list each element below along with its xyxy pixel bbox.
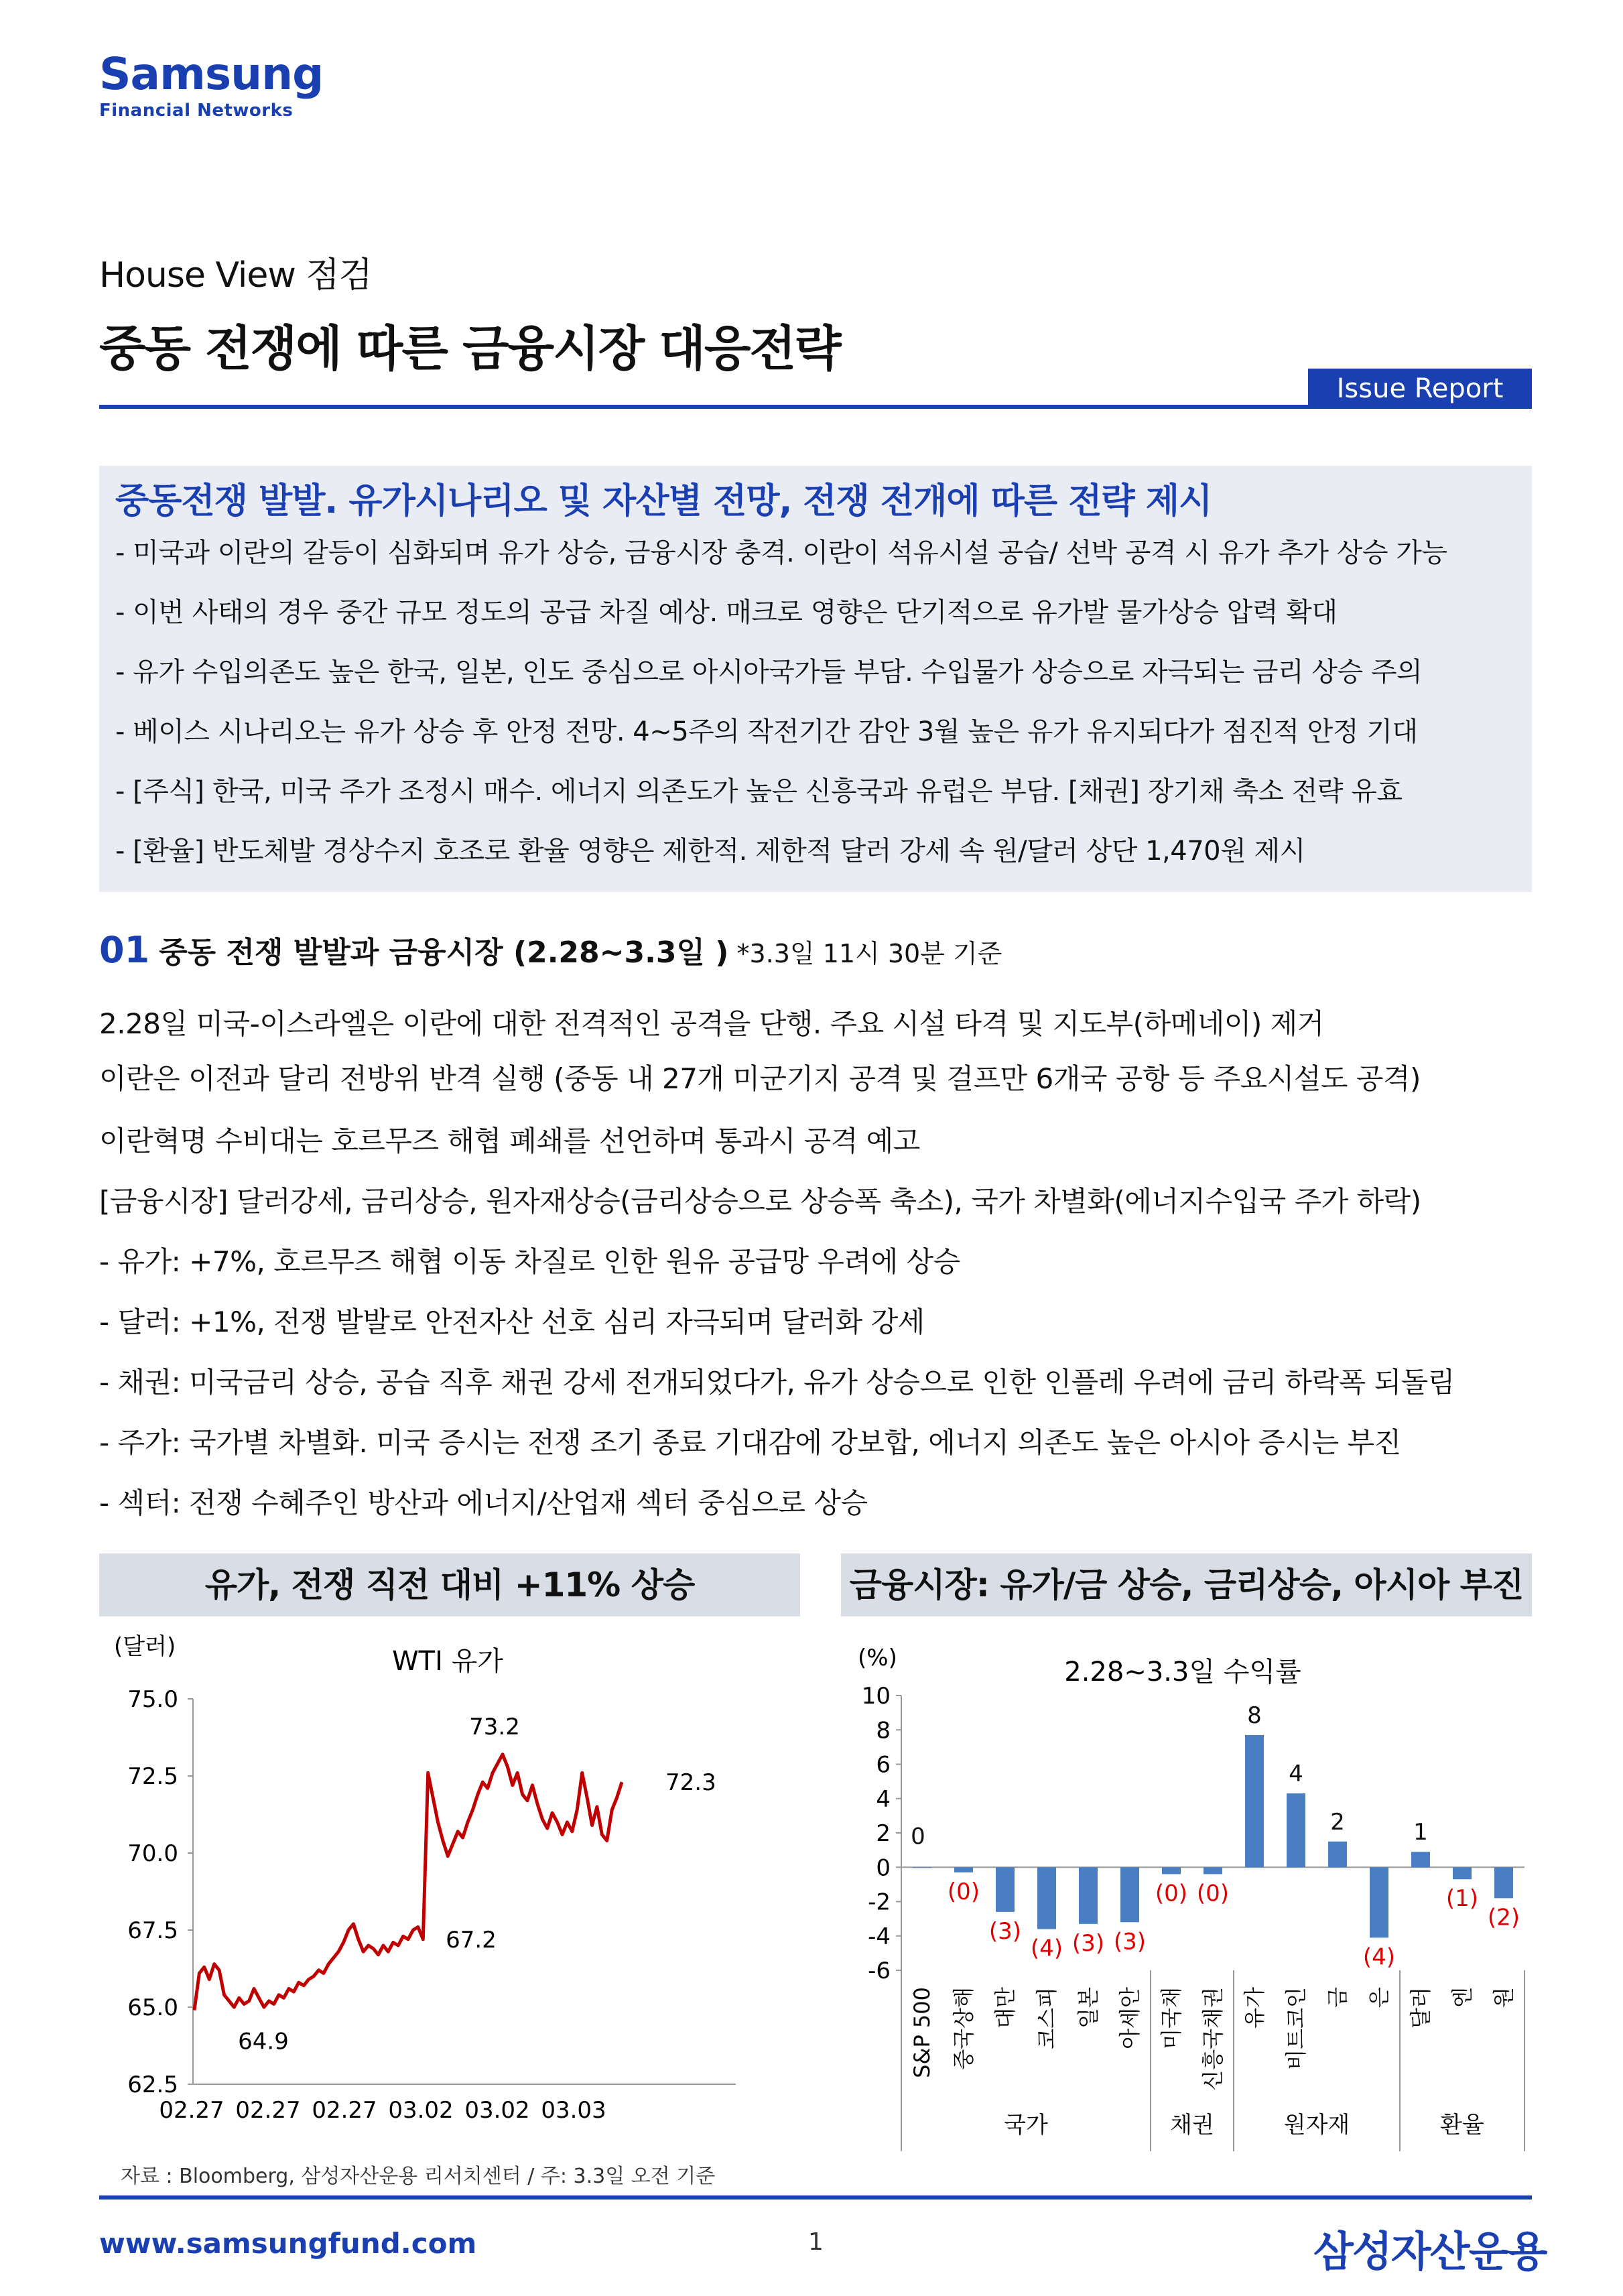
body-line: - 채권: 미국금리 상승, 공습 직후 채권 강세 전개되었다가, 유가 상승으로 인한 인플레 우려에 금리 하락폭 되돌림 (99, 1366, 1455, 1399)
x-tick-label: 02.27 (159, 2097, 224, 2124)
bar (1370, 1867, 1388, 1937)
x-tick-label: 02.27 (312, 2097, 377, 2124)
bar-value-label: 2 (1330, 1808, 1345, 1836)
category-label: 신흥국채권 (1200, 1987, 1226, 2091)
footer-divider (99, 2195, 1532, 2199)
bar (1245, 1735, 1264, 1867)
bar (1204, 1867, 1222, 1874)
bar-value-label: (2) (1487, 1904, 1520, 1931)
y-tick-label: -4 (868, 1923, 891, 1950)
report-kicker: House View 점검 (99, 255, 372, 296)
bar (1494, 1867, 1513, 1898)
y-tick-label: 0 (876, 1854, 891, 1882)
bar (1453, 1867, 1472, 1879)
y-tick-label: 2 (876, 1820, 891, 1847)
y-tick-label: 10 (861, 1683, 891, 1710)
y-tick-label: 70.0 (127, 1840, 178, 1867)
bar (1079, 1867, 1098, 1924)
bar (1120, 1867, 1139, 1922)
bar (913, 1867, 931, 1868)
category-label: 원 (1491, 1987, 1516, 2008)
y-tick-label: -6 (868, 1958, 891, 1984)
category-group-label: 채권 (1170, 2112, 1214, 2139)
category-label: 중국상해 (951, 1987, 976, 2070)
page-title: 중동 전쟁에 따른 금융시장 대응전략 (99, 320, 840, 377)
bar-value-label: 8 (1247, 1702, 1262, 1729)
value-annotation: 72.3 (665, 1769, 716, 1797)
category-label: 일본 (1076, 1987, 1101, 2029)
page-number: 1 (808, 2228, 824, 2256)
bar (1328, 1842, 1347, 1867)
bar-value-label: 0 (911, 1823, 925, 1850)
category-label: 달러 (1408, 1987, 1433, 2029)
y-tick-label: 65.0 (127, 1994, 178, 2021)
x-tick-label: 03.03 (541, 2097, 606, 2124)
section-period: (2.28~3.3일 ) (503, 936, 729, 970)
wti-line-chart (99, 1629, 809, 2151)
header-divider (99, 405, 1532, 409)
summary-heading: 중동전쟁 발발. 유가시나리오 및 자산별 전망, 전쟁 전개에 따른 전략 제시 (115, 481, 1212, 521)
summary-item: - [주식] 한국, 미국 주가 조정시 매수. 에너지 의존도가 높은 신흥국과 유럽은 부담. [채권] 장기채 축소 전략 유효 (115, 776, 1403, 807)
body-line: 이란은 이전과 달리 전방위 반격 실행 (중동 내 27개 미군기지 공격 및 걸프만 6개국 공항 등 주요시설도 공격) (99, 1062, 1421, 1095)
bar (996, 1867, 1015, 1912)
summary-box (99, 466, 1532, 892)
bar-value-label: 4 (1289, 1761, 1303, 1788)
bar-value-label: (4) (1030, 1935, 1063, 1962)
x-tick-label: 03.02 (388, 2097, 454, 2124)
returns-bar-chart (841, 1629, 1538, 2158)
bar (1162, 1867, 1181, 1874)
category-label: 코스피 (1034, 1987, 1059, 2049)
bar (954, 1867, 973, 1872)
body-line: [금융시장] 달러강세, 금리상승, 원자재상승(금리상승으로 상승폭 축소), 국가 차별화(에너지수입국 주가 하락) (99, 1185, 1421, 1218)
bar-value-label: (0) (1155, 1880, 1188, 1907)
category-label: 비트코인 (1283, 1987, 1309, 2070)
bar-value-label: (4) (1362, 1943, 1396, 1971)
category-label: 대만 (992, 1987, 1018, 2029)
value-annotation: 67.2 (446, 1926, 497, 1954)
body-line: 이란혁명 수비대는 호르무즈 해협 폐쇄를 선언하며 통과시 공격 예고 (99, 1125, 920, 1157)
category-label: 유가 (1242, 1987, 1267, 2029)
y-tick-label: 75.0 (127, 1686, 178, 1713)
chart-title: 2.28~3.3일 수익률 (1064, 1657, 1301, 1687)
bar-value-label: (0) (947, 1878, 980, 1905)
summary-item: - 베이스 시나리오는 유가 상승 후 안정 전망. 4~5주의 작전기간 감안 3월 높은 유가 유지되다가 점진적 안정 기대 (115, 716, 1418, 747)
category-label: 미국채 (1159, 1987, 1184, 2049)
website-link[interactable]: www.samsungfund.com (99, 2227, 477, 2260)
bar-value-label: (3) (1113, 1928, 1147, 1956)
bar-value-label: (1) (1445, 1885, 1479, 1913)
y-tick-label: 6 (876, 1751, 891, 1779)
chart-source-note: 자료 : Bloomberg, 삼성자산운용 리서치센터 / 주: 3.3일 오전 기준 (121, 2165, 716, 2188)
brand-logo (99, 48, 324, 121)
issue-report-tag: Issue Report (1308, 369, 1532, 409)
bar-value-label: 1 (1413, 1819, 1428, 1846)
category-label: 아세안 (1117, 1987, 1143, 2049)
y-axis-label: (달러) (114, 1633, 176, 1660)
summary-item: - [환율] 반도체발 경상수지 호조로 환율 영향은 제한적. 제한적 달러 강세 속 원/달러 상단 1,470원 제시 (115, 836, 1305, 867)
y-tick-label: 8 (876, 1717, 891, 1744)
y-tick-label: -2 (868, 1889, 891, 1916)
category-label: S&P 500 (909, 1987, 935, 2078)
value-annotation: 64.9 (238, 2028, 289, 2055)
category-group-label: 원자재 (1283, 2112, 1350, 2139)
section-heading (99, 928, 1002, 971)
chart-title: WTI 유가 (392, 1646, 503, 1677)
summary-list (115, 533, 1447, 891)
bar-value-label: (3) (988, 1917, 1022, 1945)
body-line: - 달러: +1%, 전쟁 발발로 안전자산 선호 심리 자극되며 달러화 강세 (99, 1305, 925, 1338)
right-chart-heading: 금융시장: 유가/금 상승, 금리상승, 아시아 부진 (841, 1553, 1532, 1616)
body-line: - 유가: +7%, 호르무즈 해협 이동 차질로 인한 원유 공급망 우려에 상승 (99, 1245, 960, 1278)
brand-subtitle: Financial Networks (99, 101, 294, 121)
value-annotation: 73.2 (469, 1713, 520, 1740)
body-line: - 섹터: 전쟁 수혜주인 방산과 에너지/산업재 섹터 중심으로 상승 (99, 1486, 868, 1519)
x-tick-label: 02.27 (235, 2097, 301, 2124)
body-line: - 주가: 국가별 차별화. 미국 증시는 전쟁 조기 종료 기대감에 강보합, 에너지 의존도 높은 아시아 증시는 부진 (99, 1426, 1401, 1459)
y-tick-label: 72.5 (127, 1763, 178, 1790)
bar (1411, 1852, 1430, 1867)
category-label: 은 (1366, 1987, 1392, 2008)
section-title: 중동 전쟁 발발과 금융시장 (159, 936, 503, 970)
body-line: 2.28일 미국-이스라엘은 이란에 대한 전격적인 공격을 단행. 주요 시설 타격 및 지도부(하메네이) 제거 (99, 1007, 1324, 1040)
brand-name: Samsung (99, 48, 324, 100)
bar (1037, 1867, 1056, 1929)
summary-item: - 유가 수입의존도 높은 한국, 일본, 인도 중심으로 아시아국가들 부담. 수입물가 상승으로 자극되는 금리 상승 주의 (115, 657, 1423, 688)
category-label: 금 (1325, 1987, 1350, 2008)
category-label: 엔 (1449, 1987, 1475, 2008)
y-axis-label: (%) (858, 1645, 897, 1671)
x-tick-label: 03.02 (464, 2097, 530, 2124)
category-group-label: 국가 (1004, 2112, 1048, 2139)
y-tick-label: 67.5 (127, 1917, 178, 1944)
y-tick-label: 62.5 (127, 2071, 178, 2098)
left-chart-heading: 유가, 전쟁 직전 대비 +11% 상승 (99, 1553, 800, 1616)
section-number: 01 (99, 929, 150, 971)
summary-item: - 이번 사태의 경우 중간 규모 정도의 공급 차질 예상. 매크로 영향은 단기적으로 유가발 물가상승 압력 확대 (115, 597, 1338, 628)
y-tick-label: 4 (876, 1785, 891, 1813)
category-group-label: 환율 (1440, 2112, 1484, 2139)
bar-value-label: (3) (1072, 1929, 1105, 1957)
wti-price-line (194, 1755, 622, 2011)
bar (1287, 1793, 1305, 1867)
bar-value-label: (0) (1196, 1880, 1230, 1907)
company-logo: 삼성자산운용 (1313, 2227, 1547, 2276)
section-note: *3.3일 11시 30분 기준 (728, 939, 1002, 968)
summary-item: - 미국과 이란의 갈등이 심화되며 유가 상승, 금융시장 충격. 이란이 석유시설 공습/ 선박 공격 시 유가 추가 상승 가능 (115, 537, 1447, 568)
